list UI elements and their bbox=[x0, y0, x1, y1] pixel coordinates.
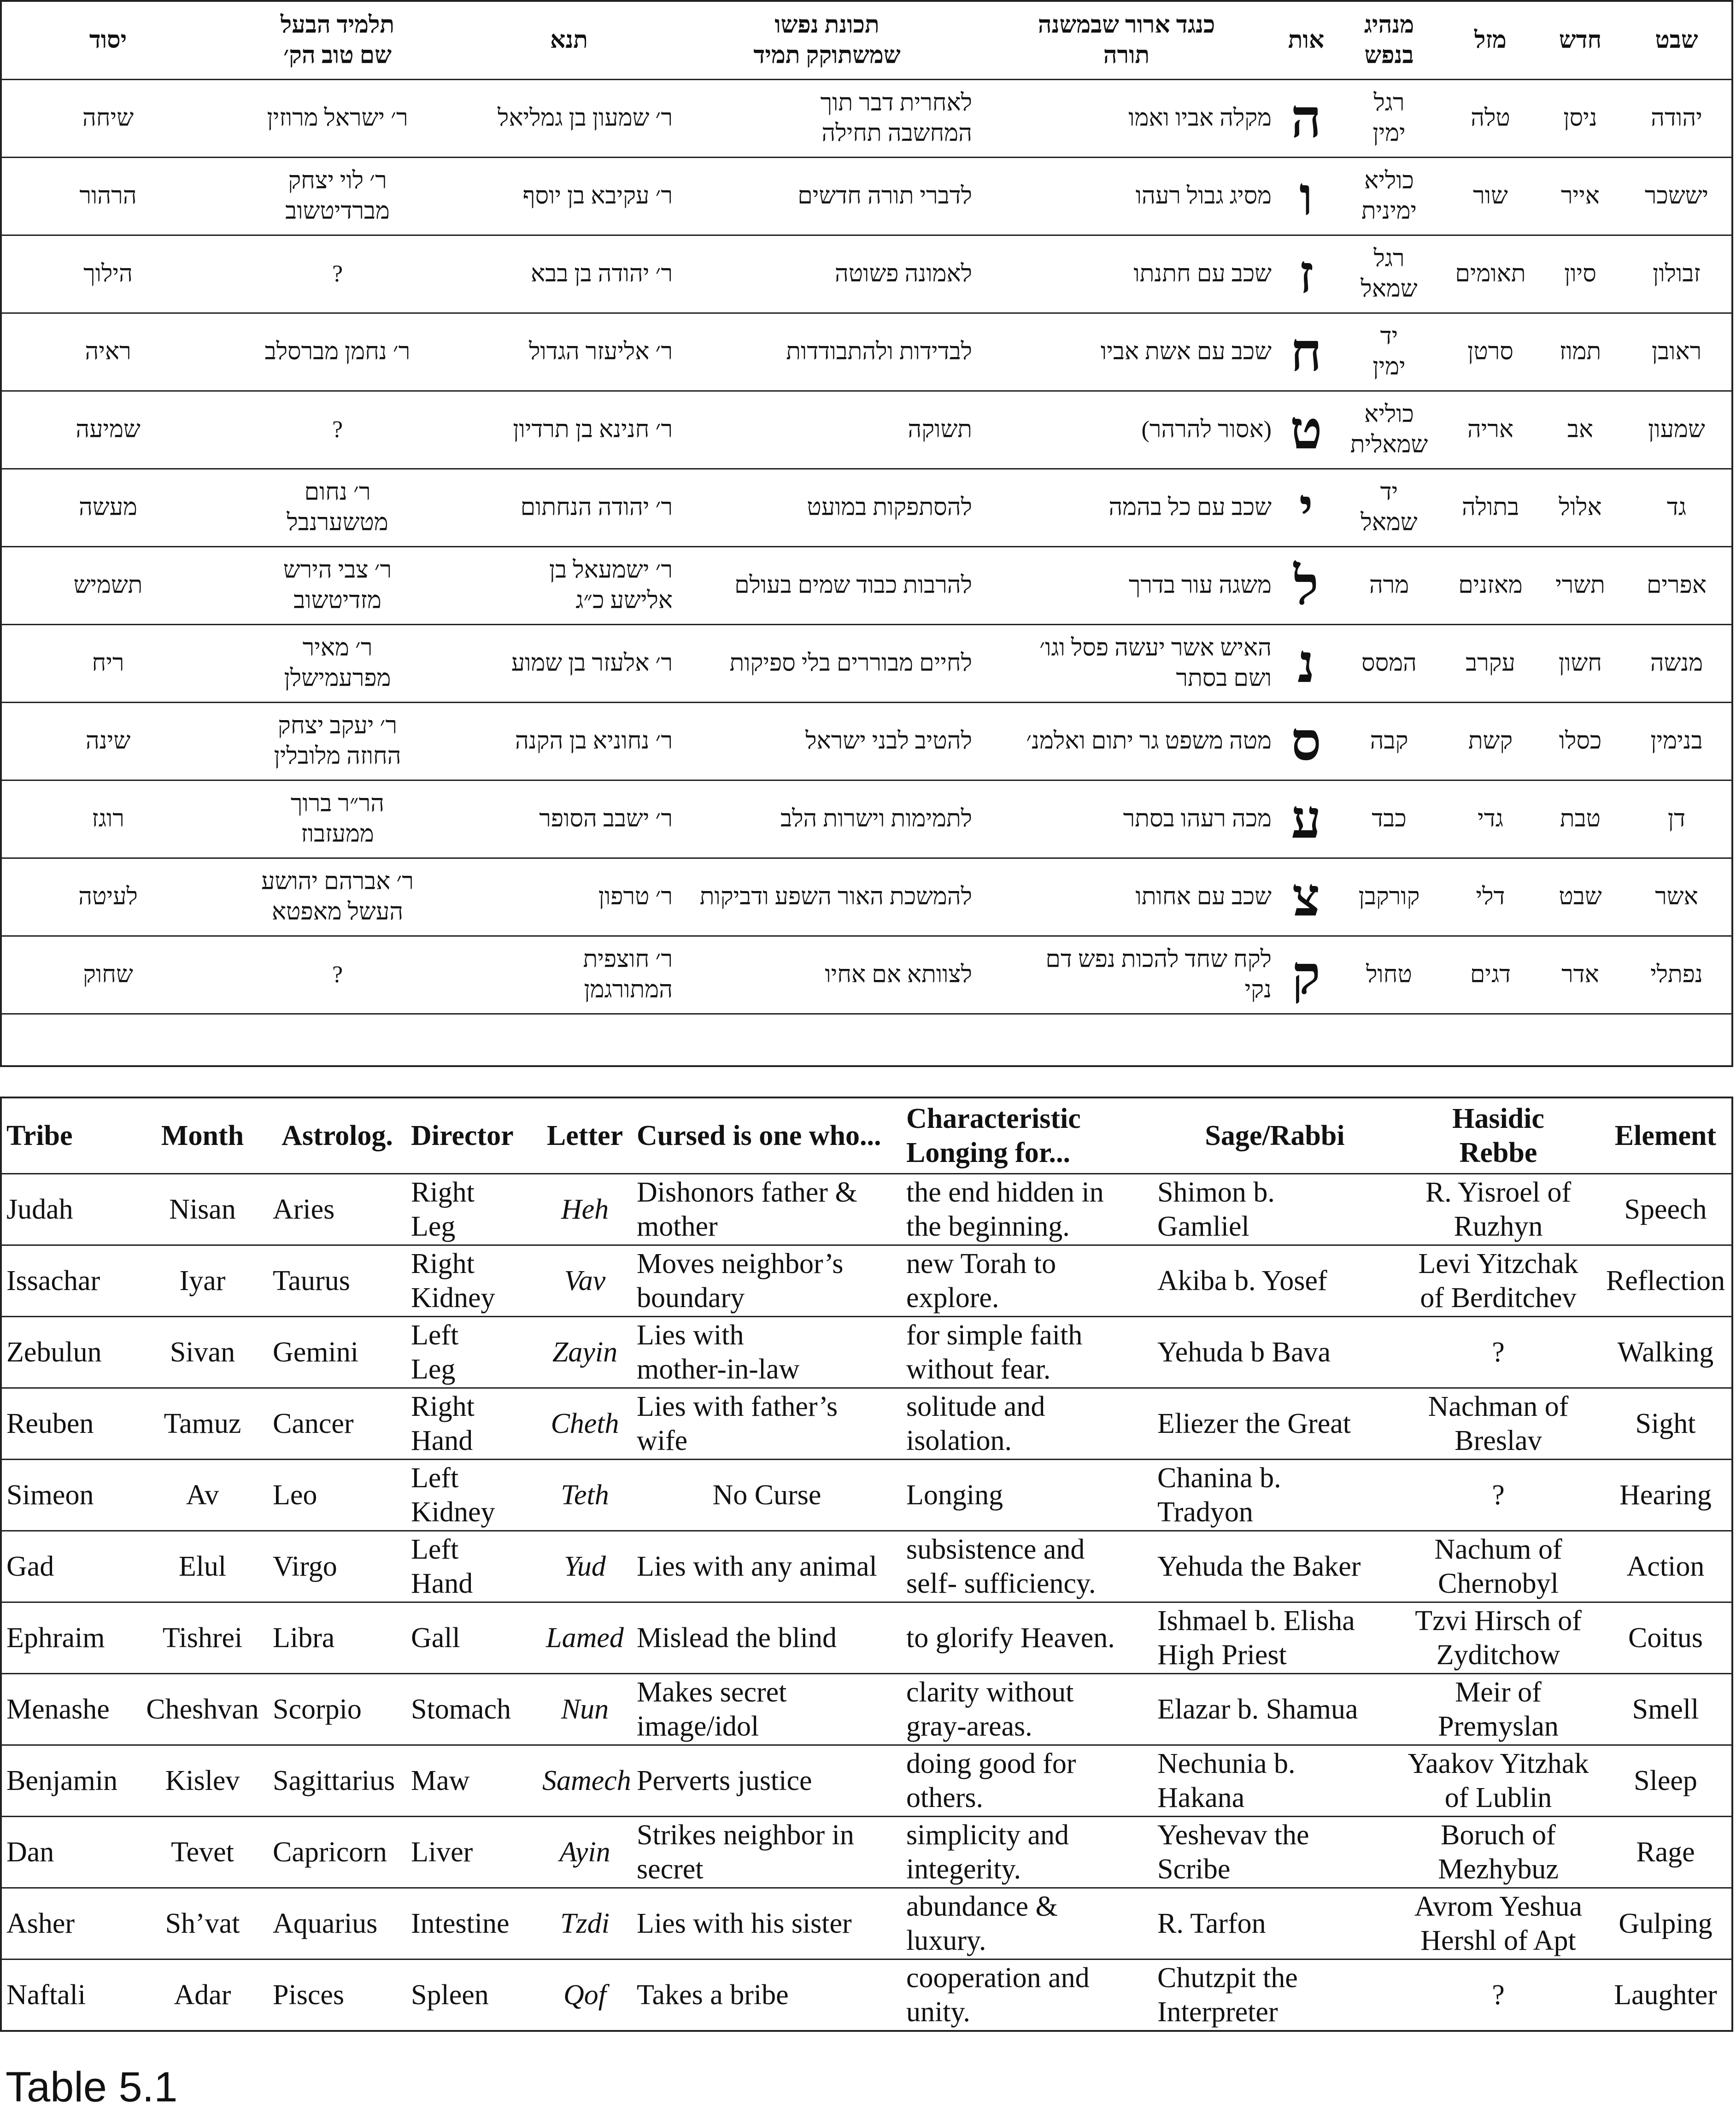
hebrew-cell-rebbe: ר׳ אברהם יהושע העשל מאפטא bbox=[214, 858, 461, 936]
hebrew-cell-sage: ר׳ אליעזר הגדול bbox=[461, 313, 677, 391]
hebrew-cell-tribe: מנשה bbox=[1622, 625, 1732, 703]
hebrew-cell-rebbe: ר׳ ישראל מרוזין bbox=[214, 80, 461, 158]
hebrew-cell-curse: שכב עם כל בהמה bbox=[977, 469, 1276, 547]
english-cell-sage: Akiba b. Yosef bbox=[1153, 1245, 1397, 1317]
hebrew-cell-sage: ר׳ ישמעאל בן אלישע כ״ג bbox=[461, 547, 677, 625]
english-cell-month: Kislev bbox=[137, 1745, 268, 1817]
hebrew-cell-director: מרה bbox=[1336, 547, 1442, 625]
hebrew-cell-sage: ר׳ יהודה בן בבא bbox=[461, 235, 677, 313]
hebrew-table-row bbox=[1, 158, 1732, 235]
english-cell-sage: R. Tarfon bbox=[1153, 1888, 1397, 1959]
english-cell-element: Action bbox=[1600, 1531, 1732, 1602]
hebrew-table-row bbox=[1, 469, 1732, 547]
english-cell-director: Left Hand bbox=[406, 1531, 538, 1602]
english-cell-sage: Chutzpit the Interpreter bbox=[1153, 1959, 1397, 2031]
hebrew-cell-director: טחול bbox=[1336, 936, 1442, 1014]
english-cell-tribe: Ephraim bbox=[1, 1602, 137, 1674]
hebrew-cell-sage: ר׳ יהודה הנחתום bbox=[461, 469, 677, 547]
hebrew-cell-rebbe: הר״ר ברוך ממעזבוז bbox=[214, 780, 461, 858]
english-cell-rebbe: Tzvi Hirsch of Zyditchow bbox=[1397, 1602, 1600, 1674]
english-header-sage: Sage/Rabbi bbox=[1153, 1097, 1397, 1174]
hebrew-cell-letter: ו bbox=[1276, 158, 1336, 235]
english-cell-tribe: Naftali bbox=[1, 1959, 137, 2031]
hebrew-table-row bbox=[1, 703, 1732, 780]
english-cell-element: Hearing bbox=[1600, 1460, 1732, 1531]
english-cell-curse: Lies with father’s wife bbox=[632, 1388, 902, 1460]
english-cell-director: Spleen bbox=[406, 1959, 538, 2031]
english-cell-element: Sight bbox=[1600, 1388, 1732, 1460]
english-cell-astrolog: Taurus bbox=[268, 1245, 406, 1317]
english-cell-month: Av bbox=[137, 1460, 268, 1531]
english-cell-tribe: Judah bbox=[1, 1174, 137, 1245]
hebrew-cell-element: הרהור bbox=[1, 158, 214, 235]
english-cell-curse: Lies with his sister bbox=[632, 1888, 902, 1959]
english-cell-director: Left Leg bbox=[406, 1317, 538, 1388]
english-cell-longing: new Torah to explore. bbox=[902, 1245, 1153, 1317]
hebrew-cell-curse: מסיג גבול רעהו bbox=[977, 158, 1276, 235]
english-cell-sage: Eliezer the Great bbox=[1153, 1388, 1397, 1460]
english-cell-element: Laughter bbox=[1600, 1959, 1732, 2031]
english-cell-sage: Chanina b. Tradyon bbox=[1153, 1460, 1397, 1531]
hebrew-table-row bbox=[1, 313, 1732, 391]
english-cell-letter: Tzdi bbox=[538, 1888, 632, 1959]
english-cell-element: Sleep bbox=[1600, 1745, 1732, 1817]
english-cell-rebbe: Boruch of Mezhybuz bbox=[1397, 1817, 1600, 1888]
hebrew-header-longing: תכונת נפשו שמשתוקק תמיד bbox=[677, 1, 977, 80]
english-cell-element: Rage bbox=[1600, 1817, 1732, 1888]
hebrew-cell-tribe: דן bbox=[1622, 780, 1732, 858]
english-cell-rebbe: Levi Yitzchak of Berditchev bbox=[1397, 1245, 1600, 1317]
hebrew-table-row bbox=[1, 936, 1732, 1014]
english-header-letter: Letter bbox=[538, 1097, 632, 1174]
english-cell-rebbe: Nachum of Chernobyl bbox=[1397, 1531, 1600, 1602]
hebrew-cell-curse: (אסור להרהר) bbox=[977, 391, 1276, 469]
hebrew-table-row bbox=[1, 235, 1732, 313]
hebrew-header-letter: אות bbox=[1276, 1, 1336, 80]
english-cell-curse: No Curse bbox=[632, 1460, 902, 1531]
hebrew-header-row bbox=[1, 1, 1732, 80]
hebrew-table-row bbox=[1, 858, 1732, 936]
hebrew-cell-letter: ה bbox=[1276, 80, 1336, 158]
english-cell-curse: Makes secret image/idol bbox=[632, 1674, 902, 1745]
hebrew-cell-curse: מטה משפט גר יתום ואלמנ׳ bbox=[977, 703, 1276, 780]
hebrew-cell-element: שיחה bbox=[1, 80, 214, 158]
english-cell-element: Reflection bbox=[1600, 1245, 1732, 1317]
english-cell-rebbe: Meir of Premyslan bbox=[1397, 1674, 1600, 1745]
english-cell-astrolog: Capricorn bbox=[268, 1817, 406, 1888]
english-cell-longing: simplicity and integerity. bbox=[902, 1817, 1153, 1888]
english-cell-tribe: Benjamin bbox=[1, 1745, 137, 1817]
hebrew-header-sage: תנא bbox=[461, 1, 677, 80]
hebrew-cell-longing: לאחרית דבר תוך המחשבה תחילה bbox=[677, 80, 977, 158]
hebrew-table-row bbox=[1, 391, 1732, 469]
english-cell-element: Walking bbox=[1600, 1317, 1732, 1388]
english-cell-longing: abundance & luxury. bbox=[902, 1888, 1153, 1959]
english-cell-curse: Perverts justice bbox=[632, 1745, 902, 1817]
hebrew-cell-director: יד שמאל bbox=[1336, 469, 1442, 547]
hebrew-cell-tribe: ראובן bbox=[1622, 313, 1732, 391]
hebrew-cell-sign: שור bbox=[1442, 158, 1539, 235]
hebrew-cell-longing: להסתפקות במועט bbox=[677, 469, 977, 547]
english-cell-longing: the end hidden in the beginning. bbox=[902, 1174, 1153, 1245]
hebrew-cell-sign: אריה bbox=[1442, 391, 1539, 469]
hebrew-cell-sign: דלי bbox=[1442, 858, 1539, 936]
english-cell-director: Intestine bbox=[406, 1888, 538, 1959]
english-cell-letter: Heh bbox=[538, 1174, 632, 1245]
english-header-director: Director bbox=[406, 1097, 538, 1174]
english-cell-director: Left Kidney bbox=[406, 1460, 538, 1531]
hebrew-cell-month: אדר bbox=[1539, 936, 1622, 1014]
hebrew-cell-tribe: שמעון bbox=[1622, 391, 1732, 469]
english-cell-astrolog: Libra bbox=[268, 1602, 406, 1674]
english-cell-sage: Yehuda b Bava bbox=[1153, 1317, 1397, 1388]
hebrew-header-curse: כנגד ארור שבמשנה תורה bbox=[977, 1, 1276, 80]
english-cell-month: Adar bbox=[137, 1959, 268, 2031]
english-cell-element: Smell bbox=[1600, 1674, 1732, 1745]
english-cell-curse: Strikes neighbor in secret bbox=[632, 1817, 902, 1888]
hebrew-cell-longing: לבדידות ולהתבודדות bbox=[677, 313, 977, 391]
hebrew-cell-sign: גדי bbox=[1442, 780, 1539, 858]
english-table-row bbox=[1, 1531, 1732, 1602]
english-cell-sage: Yeshevav the Scribe bbox=[1153, 1817, 1397, 1888]
hebrew-cell-letter: צ bbox=[1276, 858, 1336, 936]
hebrew-cell-sage: ר׳ טרפון bbox=[461, 858, 677, 936]
hebrew-cell-longing: להטיב לבני ישראל bbox=[677, 703, 977, 780]
english-cell-letter: Lamed bbox=[538, 1602, 632, 1674]
hebrew-cell-element: רוגז bbox=[1, 780, 214, 858]
hebrew-table-row bbox=[1, 780, 1732, 858]
english-cell-astrolog: Pisces bbox=[268, 1959, 406, 2031]
hebrew-cell-tribe: זבולון bbox=[1622, 235, 1732, 313]
hebrew-cell-curse: מכה רעהו בסתר bbox=[977, 780, 1276, 858]
english-cell-letter: Teth bbox=[538, 1460, 632, 1531]
hebrew-cell-rebbe: ? bbox=[214, 391, 461, 469]
hebrew-cell-curse: משגה עור בדרך bbox=[977, 547, 1276, 625]
hebrew-cell-tribe: בנימין bbox=[1622, 703, 1732, 780]
table-caption: Table 5.1 bbox=[6, 2064, 178, 2111]
english-cell-director: Right Kidney bbox=[406, 1245, 538, 1317]
english-header-rebbe: Hasidic Rebbe bbox=[1397, 1097, 1600, 1174]
hebrew-cell-letter: ח bbox=[1276, 313, 1336, 391]
hebrew-cell-director: קורקבן bbox=[1336, 858, 1442, 936]
english-cell-longing: Longing bbox=[902, 1460, 1153, 1531]
english-cell-astrolog: Scorpio bbox=[268, 1674, 406, 1745]
english-header-tribe: Tribe bbox=[1, 1097, 137, 1174]
english-cell-letter: Zayin bbox=[538, 1317, 632, 1388]
hebrew-cell-rebbe: ר׳ נחמן מברסלב bbox=[214, 313, 461, 391]
hebrew-header-director: מנהיג בנפש bbox=[1336, 1, 1442, 80]
english-cell-curse: Moves neighbor’s boundary bbox=[632, 1245, 902, 1317]
hebrew-cell-curse: שכב עם חתנתו bbox=[977, 235, 1276, 313]
english-cell-month: Sivan bbox=[137, 1317, 268, 1388]
english-cell-curse: Mislead the blind bbox=[632, 1602, 902, 1674]
hebrew-cell-sage: ר׳ חוצפית המתורגמן bbox=[461, 936, 677, 1014]
english-cell-director: Liver bbox=[406, 1817, 538, 1888]
english-cell-tribe: Asher bbox=[1, 1888, 137, 1959]
english-cell-tribe: Reuben bbox=[1, 1388, 137, 1460]
hebrew-cell-tribe: אשר bbox=[1622, 858, 1732, 936]
hebrew-cell-rebbe: ר׳ צבי הירש מזדיטשוב bbox=[214, 547, 461, 625]
hebrew-cell-sage: ר׳ נחוניא בן הקנה bbox=[461, 703, 677, 780]
hebrew-header-element: יסוד bbox=[1, 1, 214, 80]
english-cell-astrolog: Sagittarius bbox=[268, 1745, 406, 1817]
hebrew-cell-sage: ר׳ שמעון בן גמליאל bbox=[461, 80, 677, 158]
hebrew-cell-month: אב bbox=[1539, 391, 1622, 469]
hebrew-cell-rebbe: ר׳ נחום מטשערנבל bbox=[214, 469, 461, 547]
english-table-row bbox=[1, 1245, 1732, 1317]
hebrew-cell-director: קבה bbox=[1336, 703, 1442, 780]
english-header-curse: Cursed is one who... bbox=[632, 1097, 902, 1174]
hebrew-cell-element: שמיעה bbox=[1, 391, 214, 469]
english-cell-director: Stomach bbox=[406, 1674, 538, 1745]
hebrew-cell-element: תשמיש bbox=[1, 547, 214, 625]
english-table-row bbox=[1, 1817, 1732, 1888]
english-header-element: Element bbox=[1600, 1097, 1732, 1174]
hebrew-cell-director: כוליא ימינית bbox=[1336, 158, 1442, 235]
english-cell-month: Nisan bbox=[137, 1174, 268, 1245]
hebrew-cell-sign: מאזנים bbox=[1442, 547, 1539, 625]
hebrew-cell-longing: לצוותא אם אחיו bbox=[677, 936, 977, 1014]
english-cell-rebbe: ? bbox=[1397, 1317, 1600, 1388]
hebrew-cell-month: אייר bbox=[1539, 158, 1622, 235]
hebrew-cell-sage: ר׳ חנינא בן תרדיון bbox=[461, 391, 677, 469]
hebrew-cell-letter: ז bbox=[1276, 235, 1336, 313]
hebrew-cell-sign: קשת bbox=[1442, 703, 1539, 780]
hebrew-cell-month: אלול bbox=[1539, 469, 1622, 547]
hebrew-cell-month: סיון bbox=[1539, 235, 1622, 313]
english-table-row bbox=[1, 1674, 1732, 1745]
hebrew-cell-letter: ט bbox=[1276, 391, 1336, 469]
hebrew-cell-tribe: נפתלי bbox=[1622, 936, 1732, 1014]
english-cell-element: Gulping bbox=[1600, 1888, 1732, 1959]
hebrew-cell-letter: נ bbox=[1276, 625, 1336, 703]
english-cell-rebbe: R. Yisroel of Ruzhyn bbox=[1397, 1174, 1600, 1245]
hebrew-cell-month: ניסן bbox=[1539, 80, 1622, 158]
english-cell-astrolog: Leo bbox=[268, 1460, 406, 1531]
english-cell-director: Gall bbox=[406, 1602, 538, 1674]
english-cell-longing: to glorify Heaven. bbox=[902, 1602, 1153, 1674]
english-cell-curse: Lies with mother-in-law bbox=[632, 1317, 902, 1388]
english-cell-tribe: Simeon bbox=[1, 1460, 137, 1531]
english-cell-rebbe: Yaakov Yitzhak of Lublin bbox=[1397, 1745, 1600, 1817]
hebrew-cell-month: תשרי bbox=[1539, 547, 1622, 625]
english-cell-sage: Yehuda the Baker bbox=[1153, 1531, 1397, 1602]
hebrew-header-month: חדש bbox=[1539, 1, 1622, 80]
hebrew-cell-longing: להמשכת האור השפע ודביקות bbox=[677, 858, 977, 936]
hebrew-cell-rebbe: ? bbox=[214, 936, 461, 1014]
table-spacer-cell bbox=[1, 1014, 1732, 1067]
hebrew-cell-month: תמוז bbox=[1539, 313, 1622, 391]
hebrew-cell-tribe: יהודה bbox=[1622, 80, 1732, 158]
english-cell-curse: Takes a bribe bbox=[632, 1959, 902, 2031]
english-header-month: Month bbox=[137, 1097, 268, 1174]
hebrew-cell-curse: שכב עם אשת אביו bbox=[977, 313, 1276, 391]
english-cell-month: Cheshvan bbox=[137, 1674, 268, 1745]
english-cell-director: Right Hand bbox=[406, 1388, 538, 1460]
hebrew-cell-longing: לדברי תורה חדשים bbox=[677, 158, 977, 235]
english-cell-letter: Yud bbox=[538, 1531, 632, 1602]
english-table-row bbox=[1, 1602, 1732, 1674]
english-cell-longing: for simple faith without fear. bbox=[902, 1317, 1153, 1388]
hebrew-cell-curse: האיש אשר יעשה פסל וגו׳ ושם בסתר bbox=[977, 625, 1276, 703]
english-cell-tribe: Dan bbox=[1, 1817, 137, 1888]
english-cell-sage: Nechunia b. Hakana bbox=[1153, 1745, 1397, 1817]
hebrew-cell-sage: ר׳ ישבב הסופר bbox=[461, 780, 677, 858]
hebrew-cell-letter: ק bbox=[1276, 936, 1336, 1014]
english-table-row bbox=[1, 1888, 1732, 1959]
hebrew-header-tribe: שבט bbox=[1622, 1, 1732, 80]
english-cell-letter: Qof bbox=[538, 1959, 632, 2031]
hebrew-cell-sage: ר׳ אלעזר בן שמוע bbox=[461, 625, 677, 703]
english-table-row bbox=[1, 1388, 1732, 1460]
hebrew-cell-element: לעיטה bbox=[1, 858, 214, 936]
hebrew-cell-director: כבד bbox=[1336, 780, 1442, 858]
hebrew-cell-element: ריח bbox=[1, 625, 214, 703]
english-header-astrolog: Astrolog. bbox=[268, 1097, 406, 1174]
english-table bbox=[0, 1097, 1733, 2032]
english-cell-month: Tamuz bbox=[137, 1388, 268, 1460]
english-cell-month: Iyar bbox=[137, 1245, 268, 1317]
hebrew-cell-rebbe: ר׳ יעקב יצחק החוזה מלובלין bbox=[214, 703, 461, 780]
hebrew-cell-letter: ל bbox=[1276, 547, 1336, 625]
english-table-row bbox=[1, 1745, 1732, 1817]
english-cell-astrolog: Gemini bbox=[268, 1317, 406, 1388]
english-cell-astrolog: Aquarius bbox=[268, 1888, 406, 1959]
hebrew-header-sign: מזל bbox=[1442, 1, 1539, 80]
english-cell-tribe: Issachar bbox=[1, 1245, 137, 1317]
hebrew-cell-longing: להרבות כבוד שמים בעולם bbox=[677, 547, 977, 625]
english-cell-letter: Nun bbox=[538, 1674, 632, 1745]
hebrew-cell-element: הילוך bbox=[1, 235, 214, 313]
hebrew-cell-month: חשון bbox=[1539, 625, 1622, 703]
hebrew-cell-sage: ר׳ עקיבא בן יוסף bbox=[461, 158, 677, 235]
hebrew-cell-month: טבת bbox=[1539, 780, 1622, 858]
hebrew-cell-sign: בתולה bbox=[1442, 469, 1539, 547]
hebrew-table-row bbox=[1, 547, 1732, 625]
hebrew-cell-sign: סרטן bbox=[1442, 313, 1539, 391]
english-cell-letter: Cheth bbox=[538, 1388, 632, 1460]
hebrew-cell-letter: ס bbox=[1276, 703, 1336, 780]
hebrew-cell-rebbe: ? bbox=[214, 235, 461, 313]
english-header-longing: Characteristic Longing for... bbox=[902, 1097, 1153, 1174]
english-cell-rebbe: Nachman of Breslav bbox=[1397, 1388, 1600, 1460]
english-cell-element: Coitus bbox=[1600, 1602, 1732, 1674]
english-cell-month: Tishrei bbox=[137, 1602, 268, 1674]
hebrew-cell-tribe: יששכר bbox=[1622, 158, 1732, 235]
hebrew-cell-sign: תאומים bbox=[1442, 235, 1539, 313]
english-cell-tribe: Menashe bbox=[1, 1674, 137, 1745]
hebrew-cell-longing: לאמונה פשוטה bbox=[677, 235, 977, 313]
hebrew-cell-letter: י bbox=[1276, 469, 1336, 547]
hebrew-cell-sign: טלה bbox=[1442, 80, 1539, 158]
english-cell-tribe: Zebulun bbox=[1, 1317, 137, 1388]
hebrew-table-row bbox=[1, 625, 1732, 703]
english-cell-element: Speech bbox=[1600, 1174, 1732, 1245]
english-header-row bbox=[1, 1097, 1732, 1174]
hebrew-cell-element: מעשה bbox=[1, 469, 214, 547]
english-cell-astrolog: Virgo bbox=[268, 1531, 406, 1602]
hebrew-cell-director: רגל שמאל bbox=[1336, 235, 1442, 313]
english-cell-rebbe: Avrom Yeshua Hershl of Apt bbox=[1397, 1888, 1600, 1959]
english-cell-rebbe: ? bbox=[1397, 1959, 1600, 2031]
hebrew-cell-longing: לחיים מבוררים בלי ספיקות bbox=[677, 625, 977, 703]
english-cell-month: Elul bbox=[137, 1531, 268, 1602]
hebrew-cell-letter: ע bbox=[1276, 780, 1336, 858]
english-table-row bbox=[1, 1174, 1732, 1245]
hebrew-header-rebbe: תלמיד הבעל שם טוב הק׳ bbox=[214, 1, 461, 80]
english-cell-letter: Samech bbox=[538, 1745, 632, 1817]
hebrew-cell-tribe: אפרים bbox=[1622, 547, 1732, 625]
hebrew-cell-month: שבט bbox=[1539, 858, 1622, 936]
hebrew-cell-month: כסלו bbox=[1539, 703, 1622, 780]
english-cell-letter: Ayin bbox=[538, 1817, 632, 1888]
english-table-row bbox=[1, 1460, 1732, 1531]
english-table-row bbox=[1, 1317, 1732, 1388]
hebrew-cell-element: שינה bbox=[1, 703, 214, 780]
hebrew-cell-director: כוליא שמאלית bbox=[1336, 391, 1442, 469]
english-cell-longing: doing good for others. bbox=[902, 1745, 1153, 1817]
english-cell-director: Right Leg bbox=[406, 1174, 538, 1245]
english-cell-sage: Shimon b. Gamliel bbox=[1153, 1174, 1397, 1245]
english-cell-longing: subsistence and self- sufficiency. bbox=[902, 1531, 1153, 1602]
english-cell-month: Tevet bbox=[137, 1817, 268, 1888]
hebrew-cell-longing: לתמימות וישרות הלב bbox=[677, 780, 977, 858]
hebrew-cell-curse: שכב עם אחותו bbox=[977, 858, 1276, 936]
english-cell-curse: Dishonors father & mother bbox=[632, 1174, 902, 1245]
english-cell-sage: Elazar b. Shamua bbox=[1153, 1674, 1397, 1745]
hebrew-cell-tribe: גד bbox=[1622, 469, 1732, 547]
hebrew-cell-director: המסס bbox=[1336, 625, 1442, 703]
hebrew-cell-director: רגל ימין bbox=[1336, 80, 1442, 158]
table-spacer-row bbox=[1, 1014, 1732, 1067]
hebrew-cell-curse: לקח שחד להכות נפש דם נקי bbox=[977, 936, 1276, 1014]
hebrew-cell-element: ראיה bbox=[1, 313, 214, 391]
hebrew-cell-longing: תשוקה bbox=[677, 391, 977, 469]
english-cell-letter: Vav bbox=[538, 1245, 632, 1317]
hebrew-cell-element: שחוק bbox=[1, 936, 214, 1014]
english-cell-longing: solitude and isolation. bbox=[902, 1388, 1153, 1460]
english-cell-astrolog: Aries bbox=[268, 1174, 406, 1245]
english-cell-director: Maw bbox=[406, 1745, 538, 1817]
hebrew-cell-director: יד ימין bbox=[1336, 313, 1442, 391]
english-table-row bbox=[1, 1959, 1732, 2031]
english-cell-tribe: Gad bbox=[1, 1531, 137, 1602]
english-cell-month: Sh’vat bbox=[137, 1888, 268, 1959]
hebrew-table-row bbox=[1, 80, 1732, 158]
english-cell-rebbe: ? bbox=[1397, 1460, 1600, 1531]
english-cell-longing: clarity without gray-areas. bbox=[902, 1674, 1153, 1745]
hebrew-cell-curse: מקלה אביו ואמו bbox=[977, 80, 1276, 158]
english-cell-astrolog: Cancer bbox=[268, 1388, 406, 1460]
hebrew-cell-rebbe: ר׳ מאיר מפרעמישלן bbox=[214, 625, 461, 703]
english-cell-longing: cooperation and unity. bbox=[902, 1959, 1153, 2031]
hebrew-cell-rebbe: ר׳ לוי יצחק מברדיטשוב bbox=[214, 158, 461, 235]
hebrew-cell-sign: עקרב bbox=[1442, 625, 1539, 703]
hebrew-cell-sign: דגים bbox=[1442, 936, 1539, 1014]
english-cell-sage: Ishmael b. Elisha High Priest bbox=[1153, 1602, 1397, 1674]
english-cell-curse: Lies with any animal bbox=[632, 1531, 902, 1602]
